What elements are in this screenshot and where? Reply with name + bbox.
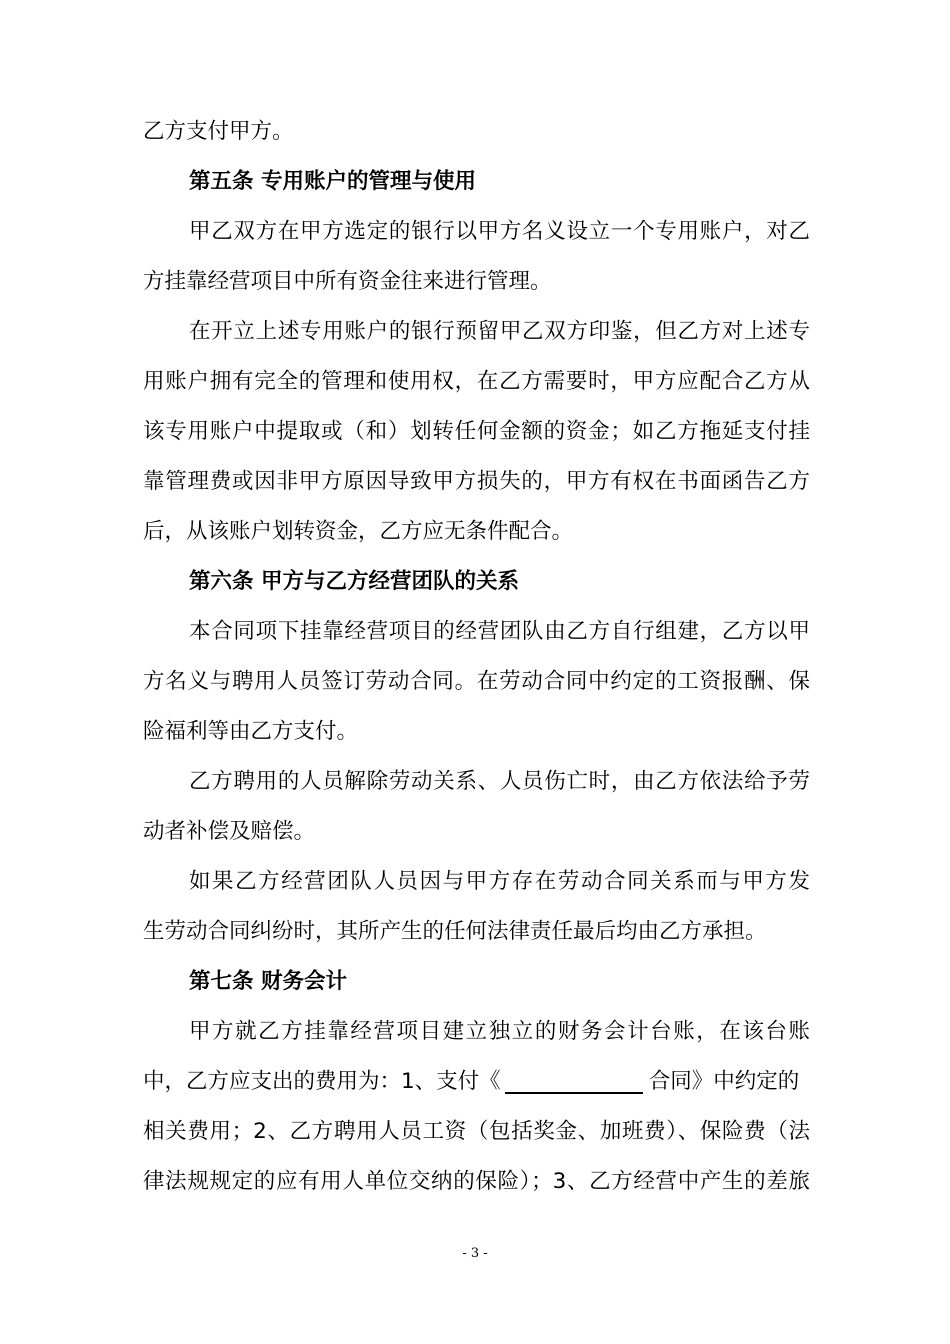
article-7-para-1-line-2 [143,1057,810,1107]
article-7-heading: 第七条 财务会计 [189,969,347,994]
contract-body [143,107,810,1207]
article-6-para-1-line-3: 险福利等由乙方支付。 [143,719,359,744]
paragraph-continuation: 乙方支付甲方。 [143,119,294,144]
article-7-para-1-line-1: 甲方就乙方挂靠经营项目建立独立的财务会计台账，在该台账 [189,1019,810,1044]
contract-name-blank [505,1070,643,1094]
article-5-para-1-line-1: 甲乙双方在甲方选定的银行以甲方名义设立一个专用账户，对乙 [189,219,810,244]
article-6-para-1-line-1: 本合同项下挂靠经营项目的经营团队由乙方自行组建，乙方以甲 [189,619,810,644]
page-number: - 3 - [462,1246,488,1261]
article-6-para-2-line-1: 乙方聘用的人员解除劳动关系、人员伤亡时，由乙方依法给予劳 [189,769,810,794]
article-5-para-2-line-1: 在开立上述专用账户的银行预留甲乙双方印鉴，但乙方对上述专 [189,319,810,344]
line-text-before-blank: 中，乙方应支出的费用为：1、支付《 [143,1069,501,1094]
article-5-para-2-line-2: 用账户拥有完全的管理和使用权，在乙方需要时，甲方应配合乙方从 [143,369,810,394]
article-6-para-2-line-2: 动者补偿及赔偿。 [143,819,316,844]
article-5-para-2-line-3: 该专用账户中提取或（和）划转任何金额的资金；如乙方拖延支付挂 [143,419,810,444]
article-6-heading: 第六条 甲方与乙方经营团队的关系 [189,569,519,594]
article-5-para-1-line-2: 方挂靠经营项目中所有资金往来进行管理。 [143,269,552,294]
article-5-heading: 第五条 专用账户的管理与使用 [189,169,476,194]
article-6-para-3-line-1: 如果乙方经营团队人员因与甲方存在劳动合同关系而与甲方发 [189,869,810,894]
article-5-para-2-line-5: 后，从该账户划转资金，乙方应无条件配合。 [143,519,574,544]
article-7-para-1-line-3: 相关费用；2、乙方聘用人员工资（包括奖金、加班费）、保险费（法 [143,1119,810,1144]
article-6-para-3-line-2: 生劳动合同纠纷时，其所产生的任何法律责任最后均由乙方承担。 [143,919,767,944]
article-5-para-2-line-4: 靠管理费或因非甲方原因导致甲方损失的，甲方有权在书面函告乙方 [143,469,810,494]
line-text-after-blank: 合同》中约定的 [648,1069,800,1094]
article-7-para-1-line-4: 律法规规定的应有用人单位交纳的保险）；3、乙方经营中产生的差旅 [143,1169,810,1194]
article-6-para-1-line-2: 方名义与聘用人员签订劳动合同。在劳动合同中约定的工资报酬、保 [143,669,810,694]
